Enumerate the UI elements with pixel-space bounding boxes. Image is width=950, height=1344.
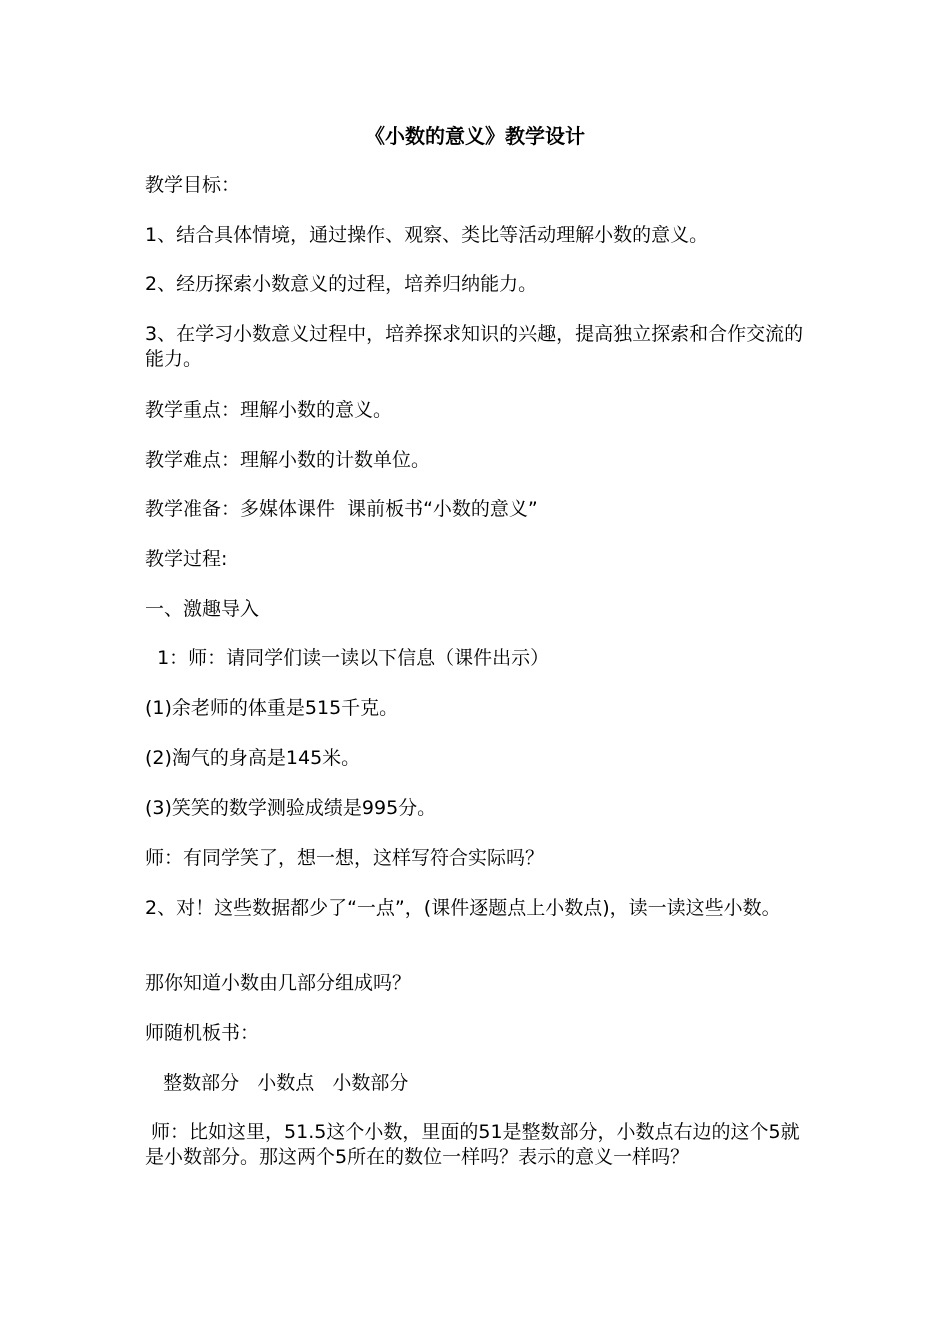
paragraph-key-point: 教学重点：理解小数的意义。 <box>145 399 393 421</box>
paragraph-goal-3: 3、在学习小数意义过程中，培养探求知识的兴趣，提高独立探索和合作交流的能力。 <box>145 323 804 370</box>
paragraph-board-note: 师随机板书： <box>145 1022 260 1044</box>
paragraph-board-content: 整数部分 小数点 小数部分 <box>145 1072 409 1094</box>
paragraph-example: 师：比如这里，51.5这个小数，里面的51是整数部分，小数点右边的这个5就是小数部分。那这两个5所在的数位一样吗？表示的意义一样吗？ <box>145 1121 800 1168</box>
paragraph-goal-2: 2、经历探索小数意义的过程，培养归纳能力。 <box>145 273 538 295</box>
paragraph-step-1: 1：师：请同学们读一读以下信息（课件出示） <box>145 647 550 669</box>
paragraph-difficulty: 教学难点：理解小数的计数单位。 <box>145 449 431 471</box>
paragraph-process: 教学过程: <box>145 548 228 570</box>
paragraph-teaching-goals: 教学目标： <box>145 174 241 196</box>
paragraph-parts-question: 那你知道小数由几部分组成吗？ <box>145 972 412 994</box>
paragraph-question: 师：有同学笑了，想一想，这样写符合实际吗？ <box>145 847 545 869</box>
paragraph-preparation: 教学准备：多媒体课件 课前板书“小数的意义” <box>145 498 538 520</box>
paragraph-step-2: 2、对！这些数据都少了“一点”，(课件逐题点上小数点)，读一读这些小数。 <box>145 897 781 919</box>
paragraph-item-1: (1)余老师的体重是515千克。 <box>145 697 399 719</box>
paragraph-item-2: (2)淘气的身高是145米。 <box>145 747 361 769</box>
paragraph-goal-1: 1、结合具体情境，通过操作、观察、类比等活动理解小数的意义。 <box>145 224 709 246</box>
document-title: 《小数的意义》教学设计 <box>365 124 585 148</box>
paragraph-item-3: (3)笑笑的数学测验成绩是995分。 <box>145 797 437 819</box>
paragraph-section-1: 一、激趣导入 <box>145 598 260 620</box>
